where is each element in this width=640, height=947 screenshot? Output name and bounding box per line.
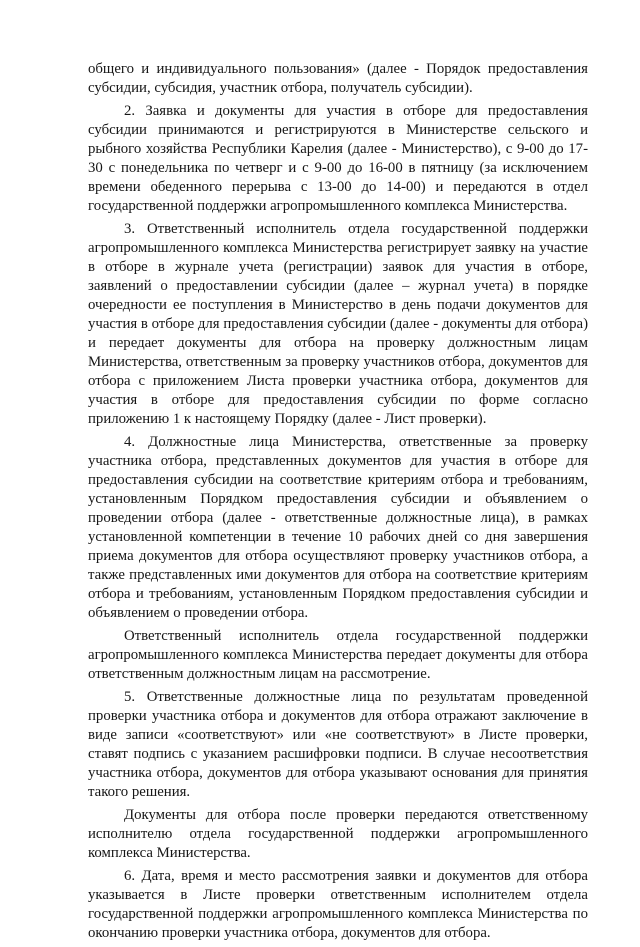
paragraph-2: 2. Заявка и документы для участия в отборе для предоставления субсидии принимаются и регистрируются в Министерстве сельского и рыбного хозяйства Республики Карелия (далее - Министерство), с 9-00 до 17-30 с понедельника по четверг и с 9-00 до 16-00 в пятницу (за исключением времени обеденного перерыва с 13-00 до 14-00) и передаются в отдел государственной поддержки агропромышленного комплекса Министерства.: [88, 103, 588, 214]
document-body: [88, 60, 588, 947]
paragraph-6: 6. Дата, время и место рассмотрения заявки и документов для отбора указывается в Листе проверки ответственным исполнителем отдела государственной поддержки агропромышленного комплекса Министерства по окончанию проверки участника отбора, документов для отбора.: [88, 868, 588, 941]
paragraph-continuation: общего и индивидуального пользования» (далее - Порядок предоставления субсидии, субсидия, участник отбора, получатель субсидии).: [88, 61, 588, 96]
paragraph-3: 3. Ответственный исполнитель отдела государственной поддержки агропромышленного комплекса Министерства регистрирует заявку на участие в отборе в журнале учета (регистрации) заявок для участия в отборе, заявлений о предоставлении субсидии (далее – журнал учета) в порядке очередности ее поступления в Министерство в день подачи документов для участия в отборе для предоставления субсидии (далее - документы для отбора) и передает документы для отбора на проверку должностным лицам Министерства, ответственным за проверку участников отбора, документов для отбора с приложением Листа проверки участника отбора, документов для участия в отборе для предоставления субсидии по форме согласно приложению 1 к настоящему Порядку (далее - Лист проверки).: [88, 221, 588, 427]
paragraph-5: 5. Ответственные должностные лица по результатам проведенной проверки участника отбора и документов для отбора отражают заключение в виде записи «соответствуют» или «не соответствуют» в Листе проверки, ставят подпись с указанием расшифровки подписи. В случае несоответствия участника отбора, документов для отбора указывают основания для принятия такого решения.: [88, 689, 588, 800]
paragraph-4: 4. Должностные лица Министерства, ответственные за проверку участника отбора, представленных документов для участия в отборе для предоставления субсидии на соответствие критериям отбора и требованиям, установленным Порядком предоставления субсидии и объявлением о проведении отбора (далее - ответственные должностные лица), в рамках установленной компетенции в течение 10 рабочих дней со дня завершения приема документов для отбора осуществляют проверку участников отбора, а также представленных ими документов для отбора на соответствие критериям отбора и требованиям, установленным Порядком предоставления субсидии и объявлением о проведении отбора.: [88, 434, 588, 621]
paragraph-5-continued: Документы для отбора после проверки передаются ответственному исполнителю отдела государственной поддержки агропромышленного комплекса Министерства.: [88, 807, 588, 861]
paragraph-4-continued: Ответственный исполнитель отдела государственной поддержки агропромышленного комплекса Министерства передает документы для отбора ответственным должностным лицам на рассмотрение.: [88, 628, 588, 682]
